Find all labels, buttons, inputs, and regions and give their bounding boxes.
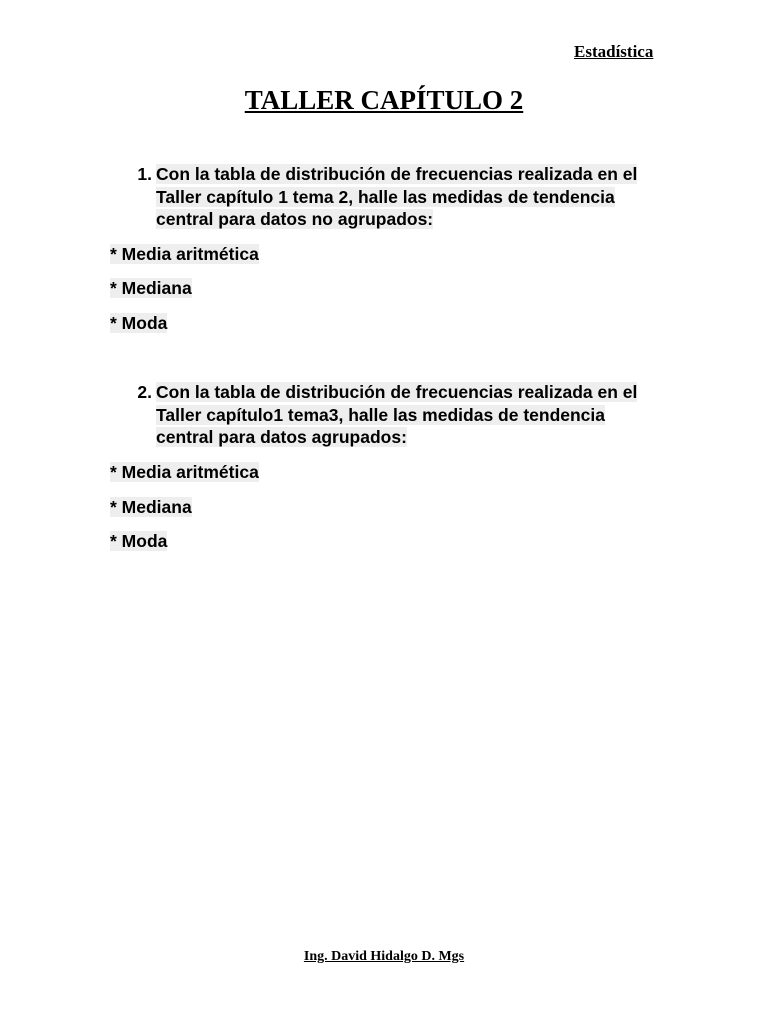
question-1-item-media xyxy=(110,243,259,265)
item-label: * Mediana xyxy=(110,278,192,298)
item-label: * Media aritmética xyxy=(110,462,259,482)
author-footer: Ing. David Hidalgo D. Mgs xyxy=(303,949,465,964)
question-1-item-moda xyxy=(110,312,167,334)
question-1-item-mediana xyxy=(110,277,192,299)
item-label: * Mediana xyxy=(110,497,192,517)
question-1 xyxy=(130,163,660,231)
item-label: * Media aritmética xyxy=(110,244,259,264)
question-1-number: 1. xyxy=(137,164,152,184)
question-1-text: Con la tabla de distribución de frecuencias realizada en el Taller capítulo 1 tema 2, halle las medidas de tendencia central para datos no agrupados: xyxy=(156,164,638,229)
question-2-text-wrap xyxy=(156,381,660,449)
question-2 xyxy=(130,381,660,449)
page-title: TALLER CAPÍTULO 2 xyxy=(244,85,524,115)
question-2-number: 2. xyxy=(137,382,152,402)
item-label: * Moda xyxy=(110,313,168,333)
question-2-item-media xyxy=(110,461,259,483)
question-2-item-mediana xyxy=(110,496,192,518)
question-2-text: Con la tabla de distribución de frecuencias realizada en el Taller capítulo1 tema3, halle las medidas de tendencia central para datos agrupados: xyxy=(156,382,638,447)
subject-header: Estadística xyxy=(574,42,654,61)
question-1-text-wrap xyxy=(156,163,660,231)
question-2-item-moda xyxy=(110,530,167,552)
item-label: * Moda xyxy=(110,531,168,551)
